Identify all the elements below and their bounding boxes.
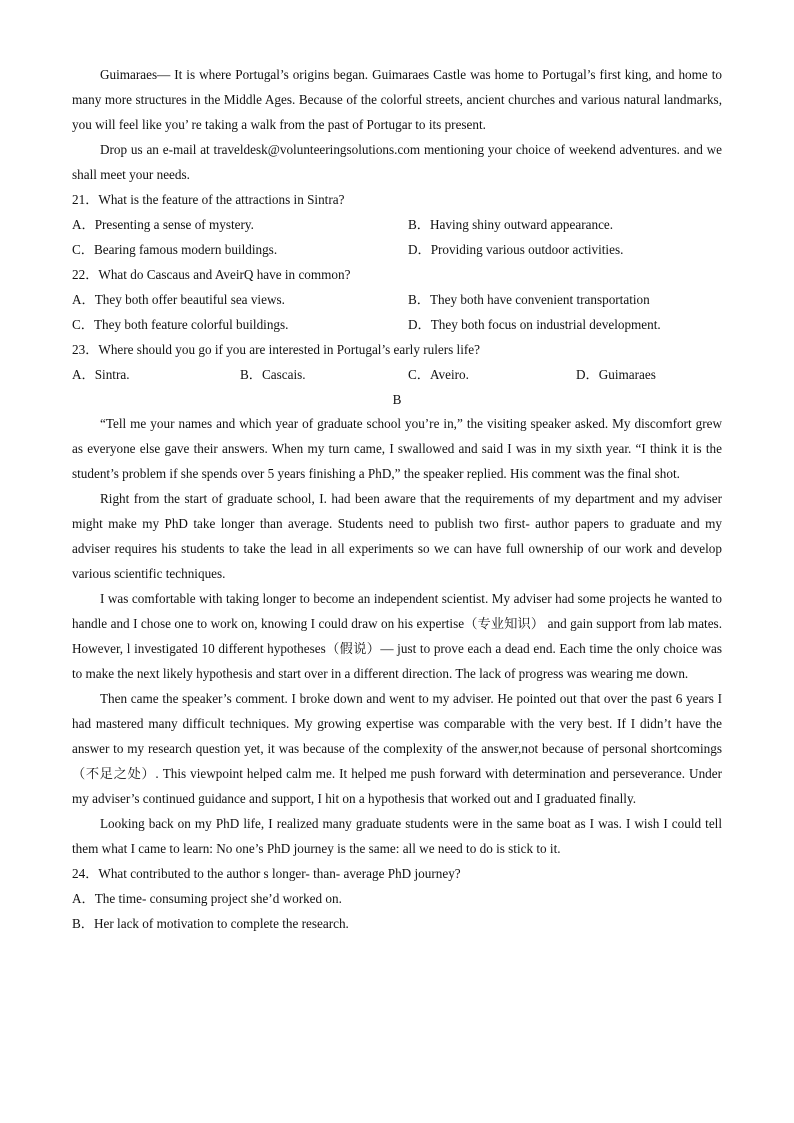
passage-b-paragraph-2: Right from the start of graduate school, I. had been aware that the requirements of my department and my adviser might make my PhD take longer than average. Students need to publish two first- author papers to graduate and my adviser requires his students to take the lead in all experiments so we can have full ownership of our work and develop various scientific techniques. xyxy=(72,491,722,581)
option-c: C．They both feature colorful buildings. xyxy=(72,317,289,332)
option-b: B．Having shiny outward appearance. xyxy=(408,217,614,232)
passage-b-paragraph-3: I was comfortable with taking longer to become an independent scientist. My adviser had some projects he wanted to handle and I chose one to work on, knowing I could draw on his expertise（专业知识） and gain support from lab mates. However, l investigated 10 different hypotheses（假说）— just to prove each a dead end. Each time the only choice was to make the next likely hypothesis and start over in a different direction. The lack of progress was wearing me down. xyxy=(72,591,722,681)
passage-b-paragraph-1: “Tell me your names and which year of graduate school you’re in,” the visiting speaker asked. My discomfort grew as everyone else gave their answers. When my turn came, I swallowed and said I was in my sixth year. “I think it is the student’s problem if she spends over 5 years finishing a PhD,” the speaker replied. His comment was the final shot. xyxy=(72,416,722,481)
question-stem: 22．What do Cascaus and AveirQ have in common? xyxy=(72,267,351,282)
question-stem: 23．Where should you go if you are interested in Portugal’s early rulers life? xyxy=(72,342,480,357)
guimaraes-paragraph: Guimaraes— It is where Portugal’s origins began. Guimaraes Castle was home to Portugal’s first king, and home to many more structures in the Middle Ages. Because of the colorful streets, ancient churches and various natural landmarks, you will feel like you’ re taking a walk from the past of Portugar to its present. xyxy=(72,67,722,132)
options-row xyxy=(72,312,722,337)
passage-b-paragraph-5: Looking back on my PhD life, I realized many graduate students were in the same boat as I was. I wish I could tell them what I came to learn: No one’s PhD journey is the same: all we need to do is stick to it. xyxy=(72,816,722,856)
contact-paragraph: Drop us an e-mail at traveldesk@volunteeringsolutions.com mentioning your choice of weekend adventures. and we shall meet your needs. xyxy=(72,142,722,182)
question-stem: 24．What contributed to the author s longer- than- average PhD journey? xyxy=(72,866,461,881)
option-a: A．Presenting a sense of mystery. xyxy=(72,217,254,232)
option-b: B．Cascais. xyxy=(240,367,306,382)
option-c: C．Bearing famous modern buildings. xyxy=(72,242,278,257)
option-b: B．Her lack of motivation to complete the research. xyxy=(72,916,349,931)
options-row xyxy=(72,287,722,312)
options-row xyxy=(72,212,722,237)
question-22 xyxy=(72,262,722,337)
options-row xyxy=(72,362,722,387)
options-row xyxy=(72,237,722,262)
option-d: D．Guimaraes xyxy=(576,367,656,382)
section-b-title: B xyxy=(392,392,402,407)
question-24 xyxy=(72,861,722,936)
option-a: A．The time- consuming project she’d worked on. xyxy=(72,891,342,906)
option-c: C．Aveiro. xyxy=(408,367,469,382)
question-stem: 21．What is the feature of the attractions in Sintra? xyxy=(72,192,345,207)
option-b: B．They both have convenient transportation xyxy=(408,292,650,307)
question-21 xyxy=(72,187,722,262)
option-a: A．They both offer beautiful sea views. xyxy=(72,292,285,307)
option-d: D．They both focus on industrial development. xyxy=(408,317,661,332)
exam-page xyxy=(72,62,722,936)
option-a: A．Sintra. xyxy=(72,367,130,382)
question-23 xyxy=(72,337,722,387)
passage-b-paragraph-4: Then came the speaker’s comment. I broke down and went to my adviser. He pointed out that over the past 6 years I had mastered many difficult techniques. My growing expertise was comparable with the very best. If I didn’t have the answer to my research question yet, it was because of the complexity of the answer,not because of personal shortcomings（不足之处）. This viewpoint helped calm me. It helped me push forward with determination and perseverance. Under my adviser’s continued guidance and support, I hit on a hypothesis that worked out and I graduated finally. xyxy=(72,691,722,806)
option-d: D．Providing various outdoor activities. xyxy=(408,242,624,257)
